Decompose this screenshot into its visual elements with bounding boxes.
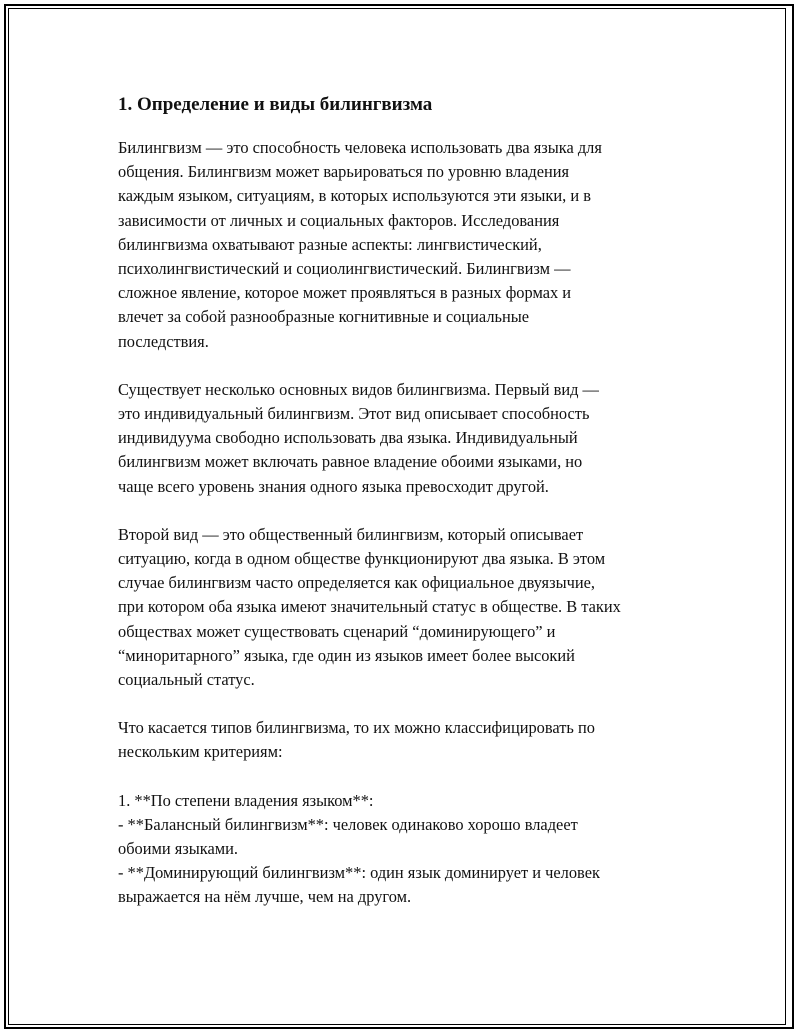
list-subitem-dominant: - **Доминирующий билингвизм**: один язык доминирует и человек выражается на нём лучше, чем на другом. [118, 863, 600, 907]
document-body [118, 92, 698, 910]
paragraph-individual-bilingualism: Существует несколько основных видов билингвизма. Первый вид — это индивидуальный билингвизм. Этот вид описывает способность индивидуума свободно использовать два языка. Индивидуальный билингвизм может включать равное владение обоими языками, но чаще всего уровень знания одного языка превосходит другой. [118, 379, 599, 496]
list-subitem-balanced: - **Балансный билингвизм**: человек одинаково хорошо владеет обоими языками. [118, 814, 578, 859]
section-heading: 1. Определение и виды билингвизма [118, 94, 433, 115]
paragraph-definition: Билингвизм — это способность человека использовать два языка для общения. Билингвизм может варьироваться по уровню владения каждым языком, ситуациям, в которых используются эти языки, и в зависимости от личных и социальных факторов. Исследования билингвизма охватывают разные аспекты: лингвистический, психолингвистический и социолингвистический. Билингвизм — сложное явление, которое может проявляться в разных формах и влечет за собой разнообразные когнитивные и социальные последствия. [118, 138, 602, 351]
classification-list [118, 789, 698, 910]
paragraph-social-bilingualism: Второй вид — это общественный билингвизм, который описывает ситуацию, когда в одном обществе функционируют два языка. В этом случае билингвизм часто определяется как официальное двуязычие, при котором оба языка имеют значительный статус в обществе. В таких обществах может существовать сценарий “доминирующего” и “миноритарного” языка, где один из языков имеет более высокий социальный статус. [118, 524, 621, 690]
paragraph-classification-intro: Что касается типов билингвизма, то их можно классифицировать по нескольким критериям: [118, 718, 595, 762]
list-item-proficiency: 1. **По степени владения языком**: [118, 790, 374, 810]
